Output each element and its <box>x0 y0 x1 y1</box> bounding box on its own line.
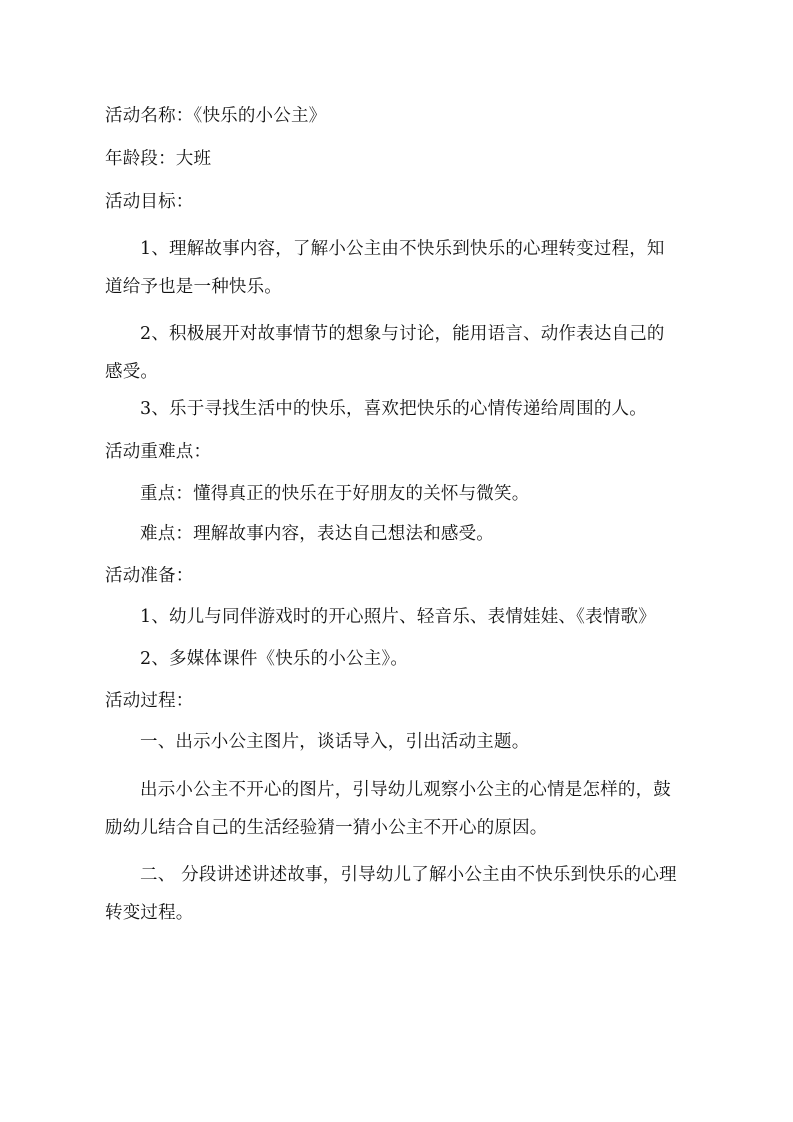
preparation-item-2: 2、多媒体课件《快乐的小公主》。 <box>140 649 409 669</box>
difficult-point: 难点：理解故事内容，表达自己想法和感受。 <box>140 524 494 544</box>
process-heading: 活动过程： <box>105 691 194 711</box>
activity-name: 活动名称：《快乐的小公主》 <box>105 106 327 126</box>
process-step-2: 二、 分段讲述讲述故事，引导幼儿了解小公主由不快乐到快乐的心理转变过程。 <box>105 865 677 923</box>
process-step-1-detail: 出示小公主不开心的图片，引导幼儿观察小公主的心情是怎样的，鼓励幼儿结合自己的生活经验猜一猜小公主不开心的原因。 <box>105 780 671 838</box>
process-step-1: 一、出示小公主图片，谈话导入，引出活动主题。 <box>140 732 530 752</box>
goal-item-2: 2、积极展开对故事情节的想象与讨论，能用语言、动作表达自己的感受。 <box>105 324 665 382</box>
goal-item-1: 1、理解故事内容，了解小公主由不快乐到快乐的心理转变过程，知道给予也是一种快乐。 <box>105 239 665 297</box>
goals-heading: 活动目标： <box>105 192 194 212</box>
preparation-heading: 活动准备： <box>105 566 194 586</box>
key-point: 重点：懂得真正的快乐在于好朋友的关怀与微笑。 <box>140 484 530 504</box>
age-group: 年龄段：大班 <box>105 149 212 169</box>
goal-item-3: 3、乐于寻找生活中的快乐，喜欢把快乐的心情传递给周围的人。 <box>140 399 647 419</box>
preparation-item-1: 1、幼儿与同伴游戏时的开心照片、轻音乐、表情娃娃、《表情歌》 <box>140 607 656 627</box>
key-points-heading: 活动重难点： <box>105 442 212 462</box>
